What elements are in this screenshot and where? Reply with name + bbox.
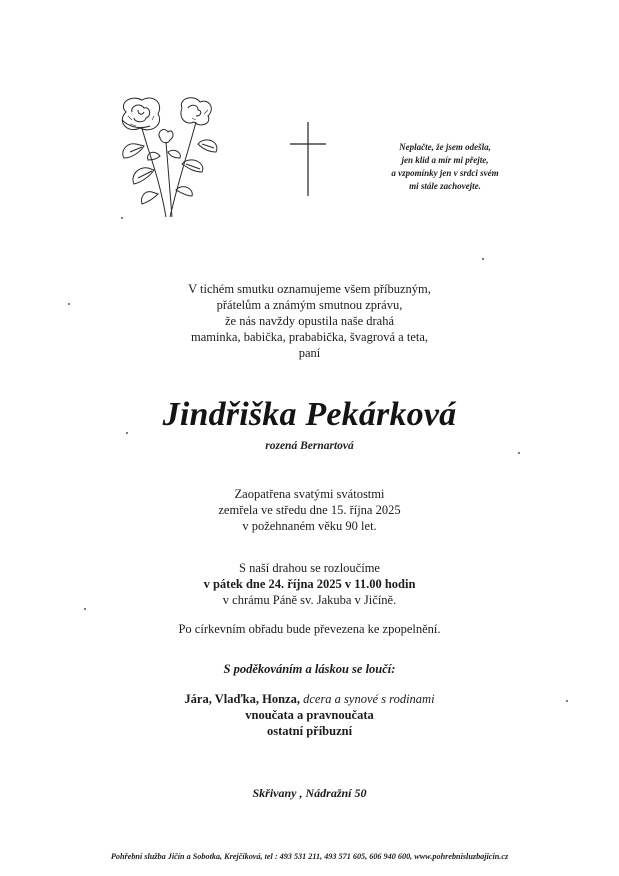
scan-speck <box>84 608 86 610</box>
intro-line: paní <box>298 346 321 360</box>
intro-line: V tichém smutku oznamujeme všem příbuzným, <box>188 282 431 296</box>
cross-icon <box>290 122 326 196</box>
funeral-line: S naší drahou se rozloučíme <box>239 561 380 575</box>
mourners-list <box>0 691 619 739</box>
poem-line: mi stále zachovejte. <box>409 181 481 191</box>
intro-line: přátelům a známým smutnou zprávu, <box>216 298 403 312</box>
poem-verse <box>360 141 530 193</box>
death-line: v požehnaném věku 90 let. <box>242 519 377 533</box>
death-info <box>0 486 619 534</box>
poem-line: Neplačte, že jsem odešla, <box>399 142 491 152</box>
mourners-relation: dcera a synové s rodinami <box>303 692 435 706</box>
scan-speck <box>518 452 520 454</box>
scan-speck <box>121 217 123 219</box>
scan-speck <box>566 700 568 702</box>
cremation-line: Po církevním obřadu bude převezena ke zpopelnění. <box>178 622 441 636</box>
address: Skřivany , Nádražní 50 <box>252 786 367 800</box>
death-line: zemřela ve středu dne 15. října 2025 <box>218 503 401 517</box>
thanks-heading: S poděkováním a láskou se loučí: <box>223 662 396 676</box>
funeral-info <box>0 560 619 608</box>
deceased-name: Jindřiška Pekárková <box>162 396 457 433</box>
intro-line: maminka, babička, prababička, švagrová a teta, <box>190 330 429 344</box>
funeral-place: v chrámu Páně sv. Jakuba v Jičíně. <box>222 593 397 607</box>
poem-line: a vzpomínky jen v srdci svém <box>391 168 499 178</box>
maiden-name: rozená Bernartová <box>265 440 354 452</box>
death-line: Zaopatřena svatými svátostmi <box>234 487 385 501</box>
scan-speck <box>126 432 128 434</box>
rose-illustration <box>108 92 238 222</box>
announcement-intro <box>0 281 619 361</box>
mourners-grandchildren: vnoučata a pravnoučata <box>245 708 374 722</box>
funeral-datetime: v pátek dne 24. října 2025 v 11.00 hodin <box>203 577 416 591</box>
intro-line: že nás navždy opustila naše drahá <box>224 314 395 328</box>
funeral-service-footer: Pohřební služba Jičín a Sobotka, Krejčíková, tel : 493 531 211, 493 571 605, 606 940 600, www.pohrebnisluzbajicin.cz <box>110 852 509 861</box>
scan-speck <box>482 258 484 260</box>
cremation-note <box>0 621 619 637</box>
mourners-family-line <box>0 691 619 707</box>
mourners-relatives: ostatní příbuzní <box>266 724 353 738</box>
poem-line: jen klid a mír mi přejte, <box>401 155 489 165</box>
mourners-family: Jára, Vlaďka, Honza, <box>184 692 300 706</box>
scan-speck <box>68 303 70 305</box>
